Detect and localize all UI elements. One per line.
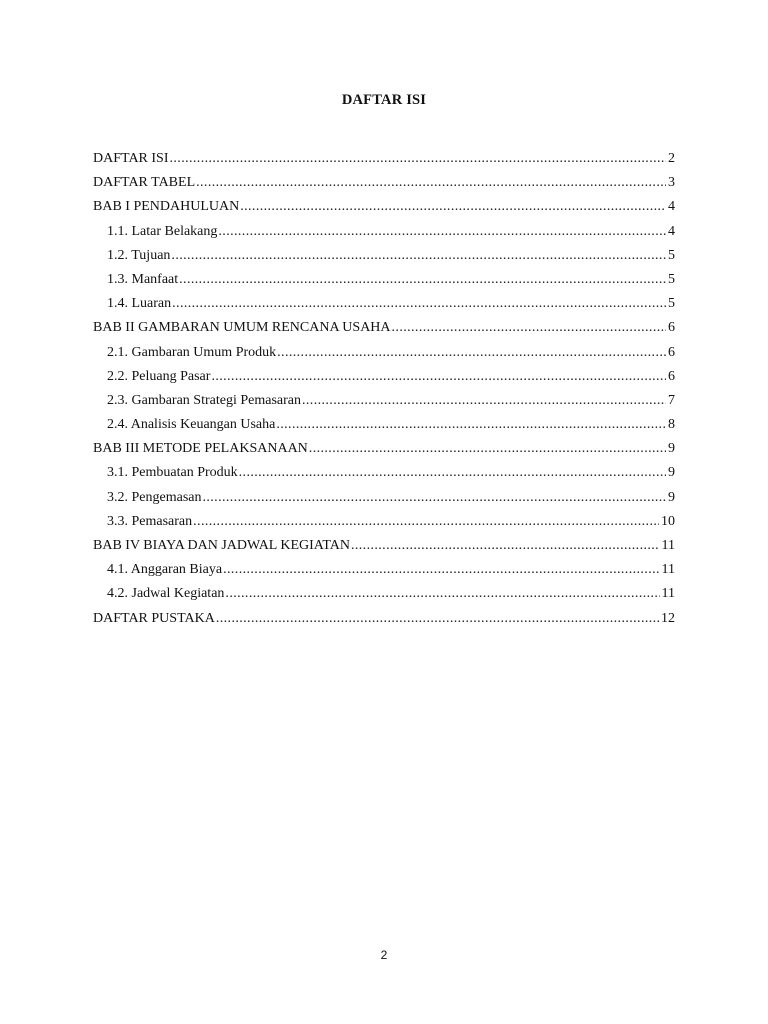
toc-dot-leader [196,173,666,193]
toc-entry-label: 1.1. Latar Belakang [107,223,218,239]
toc-entry [93,536,675,560]
toc-entry-label: 2.2. Peluang Pasar [107,368,211,384]
toc-entry [93,367,675,391]
table-of-contents [93,149,675,633]
toc-entry-page: 6 [668,368,675,384]
toc-entry-label: 3.3. Pemasaran [107,513,193,529]
toc-entry-page: 4 [668,223,675,239]
toc-entry-label: 3.1. Pembuatan Produk [107,465,238,481]
toc-dot-leader [170,149,667,169]
toc-entry-page: 9 [668,441,675,457]
toc-dot-leader [392,318,666,338]
toc-entry [93,246,675,270]
toc-entry-page: 6 [668,320,675,336]
toc-dot-leader [240,197,666,217]
toc-entry [93,270,675,294]
toc-dot-leader [277,343,666,363]
toc-entry-label: 2.1. Gambaran Umum Produk [107,344,277,360]
toc-dot-leader [211,367,666,387]
page-number: 2 [380,948,388,962]
toc-entry [93,560,675,584]
toc-entry-label: BAB I PENDAHULUAN [93,199,240,215]
toc-entry-page: 7 [668,392,675,408]
toc-entry-page: 8 [668,417,675,433]
toc-dot-leader [171,246,666,266]
toc-entry-label: 4.2. Jadwal Kegiatan [107,586,225,602]
toc-entry-label: DAFTAR TABEL [93,175,196,191]
toc-entry-label: BAB IV BIAYA DAN JADWAL KEGIATAN [93,538,350,553]
toc-entry-label: 2.4. Analisis Keuangan Usaha [107,417,276,433]
toc-entry-page: 12 [661,610,675,626]
toc-dot-leader [223,560,659,580]
toc-entry-label: 3.2. Pengemasan [107,489,202,505]
toc-entry-page: 10 [661,513,675,529]
toc-entry [93,173,675,197]
toc-entry [93,222,675,246]
toc-entry-page: 2 [668,151,675,166]
toc-entry-page: 11 [661,538,675,553]
page-title: DAFTAR ISI [341,92,427,108]
toc-entry [93,197,675,221]
toc-entry-label: DAFTAR PUSTAKA [93,610,215,626]
toc-entry-label: 4.1. Anggaran Biaya [107,562,223,578]
toc-entry-page: 5 [668,247,675,263]
toc-entry [93,149,675,173]
toc-dot-leader [302,391,666,411]
toc-entry-label: 1.3. Manfaat [107,271,179,287]
toc-dot-leader [225,584,659,604]
toc-dot-leader [193,512,659,532]
toc-entry [93,488,675,512]
toc-entry [93,415,675,439]
toc-entry [93,463,675,487]
toc-entry-label: BAB II GAMBARAN UMUM RENCANA USAHA [93,320,391,336]
toc-entry-page: 9 [668,489,675,505]
toc-entry [93,584,675,608]
toc-entry [93,512,675,536]
toc-dot-leader [351,536,660,556]
toc-dot-leader [172,294,666,314]
toc-entry [93,439,675,463]
toc-entry [93,318,675,342]
toc-entry [93,294,675,318]
toc-dot-leader [276,415,666,435]
toc-dot-leader [239,463,666,483]
toc-entry-page: 11 [661,586,675,602]
toc-dot-leader [309,439,666,459]
toc-entry-page: 4 [668,199,675,215]
toc-entry-page: 5 [668,271,675,287]
toc-entry-label: BAB III METODE PELAKSANAAN [93,441,308,457]
toc-entry [93,343,675,367]
toc-entry [93,609,675,633]
toc-dot-leader [202,488,666,508]
toc-entry-page: 9 [668,465,675,481]
toc-entry-label: 1.2. Tujuan [107,247,171,263]
toc-entry-label: 1.4. Luaran [107,296,172,312]
toc-dot-leader [216,609,659,629]
toc-entry-page: 11 [661,562,675,578]
toc-entry-page: 6 [668,344,675,360]
toc-entry-page: 5 [668,296,675,312]
toc-dot-leader [179,270,666,290]
toc-entry [93,391,675,415]
toc-entry-label: DAFTAR ISI [93,151,169,166]
toc-dot-leader [218,222,666,242]
toc-entry-page: 3 [668,175,675,191]
toc-entry-label: 2.3. Gambaran Strategi Pemasaran [107,392,301,408]
